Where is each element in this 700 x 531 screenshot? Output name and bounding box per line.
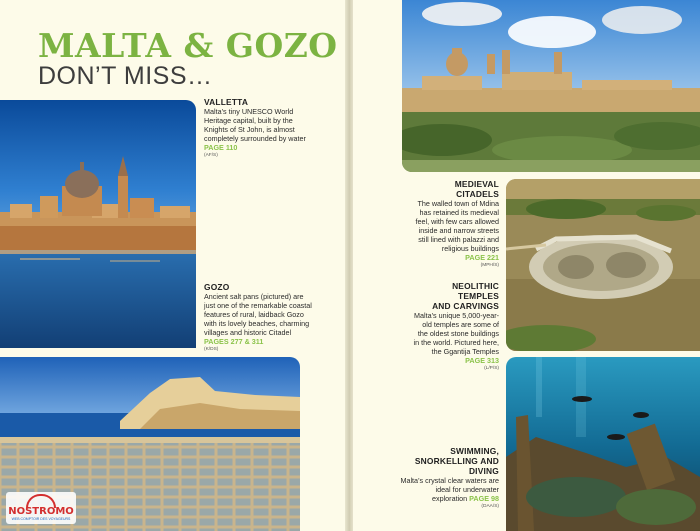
temples-page-ref[interactable]: PAGE 313 [465, 356, 499, 365]
diving-entry [399, 446, 499, 510]
page-subtitle: DON’T MISS… [38, 62, 213, 90]
citadels-page-ref[interactable]: PAGE 221 [465, 253, 499, 262]
diving-photo [506, 357, 700, 531]
diving-heading-line2: SNORKELLING AND DIVING [414, 456, 499, 476]
valletta-page-ref[interactable]: PAGE 110 [204, 143, 238, 152]
citadels-text: The walled town of Mdina has retained its medieval feel, with few cars allowed inside and narrow streets still lined with palazzi and religious buildings [415, 199, 499, 253]
gozo-heading: GOZO [204, 282, 230, 292]
gozo-credit: (K/DS) [204, 347, 219, 352]
diving-page-ref[interactable]: PAGE 98 [469, 494, 499, 503]
temples-text [411, 311, 499, 365]
diving-credit: (DAA/S) [481, 504, 499, 509]
diving-text [399, 476, 499, 503]
ggantija-temples-photo [506, 179, 700, 351]
citadels-entry [415, 179, 499, 269]
valletta-photo [0, 100, 196, 348]
gozo-entry [204, 282, 312, 353]
gozo-page-ref[interactable]: PAGES 277 & 311 [204, 337, 264, 346]
citadels-heading: MEDIEVAL CITADELS [454, 179, 499, 199]
temples-body: Malta’s unique 5,000-year-old temples are some of the oldest stone buildings in the world. Pictured here, the Ggantija Temples [413, 311, 499, 356]
logo-arc-icon [26, 494, 56, 508]
logo-name: NOSTROMO [8, 506, 74, 517]
citadels-credit: (MPH/S) [480, 263, 499, 268]
gozo-text: Ancient salt pans (pictured) are just one of the remarkable coastal features of rural, laidback Gozo with its lovely beaches, charming villages and historic Citadel [204, 292, 312, 337]
mdina-photo [402, 0, 700, 172]
temples-credit: (L/P/S) [484, 366, 499, 371]
logo-tagline: WEB COMPTOIR DES VOYAGEURS [11, 517, 71, 521]
temples-heading-line1: NEOLITHIC TEMPLES [452, 281, 499, 301]
left-page [0, 0, 347, 531]
diving-body: Malta’s crystal clear waters are ideal for underwater exploration [400, 476, 499, 503]
nostromo-logo [6, 492, 76, 524]
temples-heading-line2: AND CARVINGS [432, 301, 499, 311]
valletta-heading: VALLETTA [204, 97, 249, 107]
page-title: MALTA & GOZO [38, 26, 338, 65]
valletta-entry [204, 97, 308, 159]
valletta-credit: (AF/S) [204, 153, 218, 158]
diving-heading-line1: SWIMMING, [450, 446, 499, 456]
right-page [353, 0, 700, 531]
valletta-text: Malta’s tiny UNESCO World Heritage capital, built by the Knights of St John, is almost completely surrounded by water [204, 107, 306, 143]
temples-entry [411, 281, 499, 372]
